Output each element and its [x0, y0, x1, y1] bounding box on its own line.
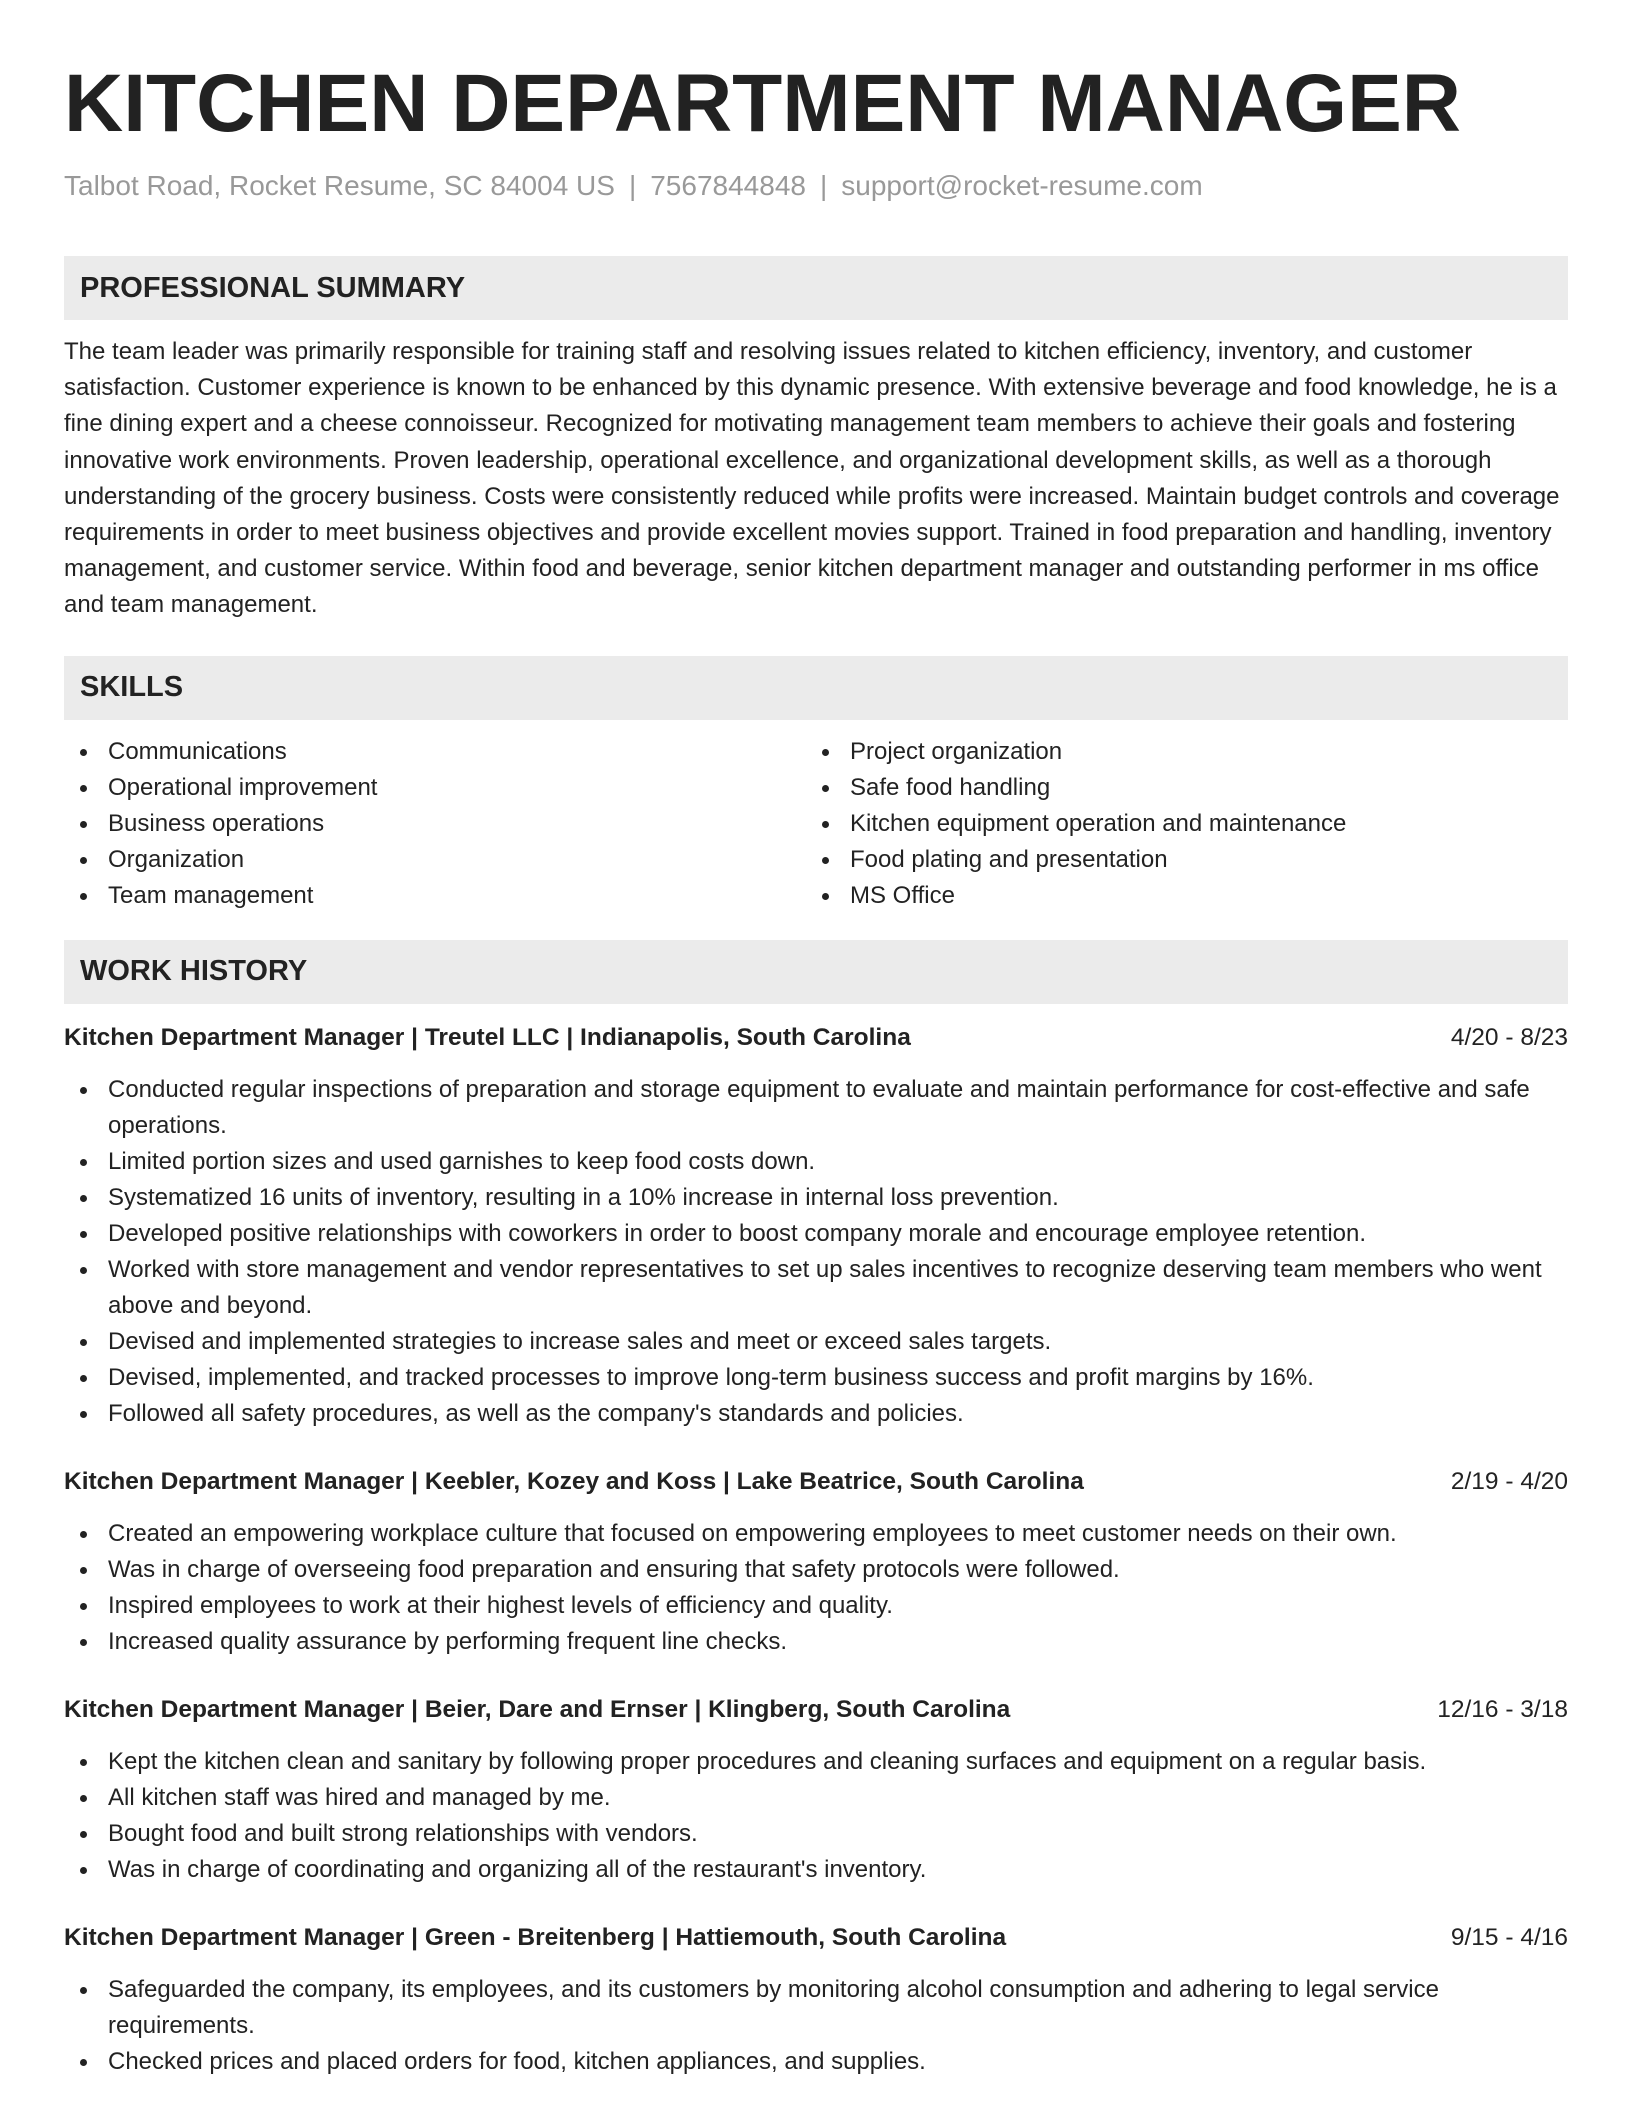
contact-email: support@rocket-resume.com	[841, 170, 1203, 201]
job-entry	[64, 1692, 1568, 1888]
job-dates: 9/15 - 4/16	[1450, 1923, 1568, 1951]
job-dates: 4/20 - 8/23	[1450, 1023, 1568, 1051]
skills-list	[64, 734, 1568, 914]
job-bullets	[64, 1516, 1568, 1660]
job-bullet: Followed all safety procedures, as well as the company's standards and policies.	[64, 1396, 1568, 1432]
job-title: Kitchen Department Manager | Green - Breitenberg | Hattiemouth, South Carolina	[64, 1923, 1007, 1951]
section-header-work-history: WORK HISTORY	[64, 940, 1568, 1004]
job-bullet: Devised and implemented strategies to increase sales and meet or exceed sales targets.	[64, 1324, 1568, 1360]
contact-address: Talbot Road, Rocket Resume, SC 84004 US	[64, 170, 615, 201]
job-bullet: Limited portion sizes and used garnishes to keep food costs down.	[64, 1144, 1568, 1180]
job-entry	[64, 1464, 1568, 1660]
job-bullet: Systematized 16 units of inventory, resulting in a 10% increase in internal loss prevention.	[64, 1180, 1568, 1216]
job-bullet: Safeguarded the company, its employees, and its customers by monitoring alcohol consumption and adhering to legal service requirements.	[64, 1972, 1568, 2044]
skill-item: Business operations	[64, 806, 806, 842]
job-bullet: All kitchen staff was hired and managed by me.	[64, 1780, 1568, 1816]
job-bullets	[64, 1744, 1568, 1888]
job-entry	[64, 1020, 1568, 1432]
section-header-summary: PROFESSIONAL SUMMARY	[64, 256, 1568, 320]
job-bullet: Devised, implemented, and tracked processes to improve long-term business success and profit margins by 16%.	[64, 1360, 1568, 1396]
skill-item: Safe food handling	[806, 770, 1548, 806]
job-bullet: Kept the kitchen clean and sanitary by following proper procedures and cleaning surfaces and equipment on a regular basis.	[64, 1744, 1568, 1780]
skills-column-right	[806, 734, 1548, 914]
job-bullet: Was in charge of coordinating and organizing all of the restaurant's inventory.	[64, 1852, 1568, 1888]
job-header	[64, 1920, 1568, 1956]
job-bullets	[64, 1972, 1568, 2080]
job-header	[64, 1020, 1568, 1056]
job-bullet: Created an empowering workplace culture that focused on empowering employees to meet customer needs on their own.	[64, 1516, 1568, 1552]
skill-item: MS Office	[806, 878, 1548, 914]
skill-item: Team management	[64, 878, 806, 914]
contact-separator: |	[819, 170, 828, 201]
skill-item: Communications	[64, 734, 806, 770]
job-bullets	[64, 1072, 1568, 1432]
skills-column-left	[64, 734, 806, 914]
job-bullet: Bought food and built strong relationships with vendors.	[64, 1816, 1568, 1852]
contact-phone: 7567844848	[650, 170, 806, 201]
resume-page	[64, 58, 1568, 2080]
job-dates: 12/16 - 3/18	[1437, 1695, 1568, 1723]
job-header	[64, 1692, 1568, 1728]
skill-item: Organization	[64, 842, 806, 878]
job-bullet: Inspired employees to work at their highest levels of efficiency and quality.	[64, 1588, 1568, 1624]
skill-item: Project organization	[806, 734, 1548, 770]
job-bullet: Was in charge of overseeing food preparation and ensuring that safety protocols were followed.	[64, 1552, 1568, 1588]
skill-item: Operational improvement	[64, 770, 806, 806]
contact-line	[64, 168, 1568, 204]
job-bullet: Developed positive relationships with coworkers in order to boost company morale and encourage employee retention.	[64, 1216, 1568, 1252]
job-title: Kitchen Department Manager | Treutel LLC | Indianapolis, South Carolina	[64, 1023, 911, 1051]
job-title: Kitchen Department Manager | Beier, Dare and Ernser | Klingberg, South Carolina	[64, 1695, 1011, 1723]
skill-item: Food plating and presentation	[806, 842, 1548, 878]
job-bullet: Checked prices and placed orders for food, kitchen appliances, and supplies.	[64, 2044, 1568, 2080]
job-bullet: Conducted regular inspections of preparation and storage equipment to evaluate and maintain performance for cost-effective and safe operations.	[64, 1072, 1568, 1144]
job-title: Kitchen Department Manager | Keebler, Kozey and Koss | Lake Beatrice, South Carolina	[64, 1467, 1084, 1495]
section-header-skills: SKILLS	[64, 656, 1568, 720]
job-entry	[64, 1920, 1568, 2080]
job-bullet: Worked with store management and vendor representatives to set up sales incentives to recognize deserving team members who went above and beyond.	[64, 1252, 1568, 1324]
job-bullet: Increased quality assurance by performing frequent line checks.	[64, 1624, 1568, 1660]
summary-text: The team leader was primarily responsible for training staff and resolving issues related to kitchen efficiency, inventory, and customer satisfaction. Customer experience is known to be enhanced by this dynamic presence. With extensive beverage and food knowledge, he is a fine dining expert and a cheese connoisseur. Recognized for motivating management team members to achieve their goals and fostering innovative work environments. Proven leadership, operational excellence, and organizational development skills, as well as a thorough understanding of the grocery business. Costs were consistently reduced while profits were increased. Maintain budget controls and coverage requirements in order to meet business objectives and provide excellent movies support. Trained in food preparation and handling, inventory management, and customer service. Within food and beverage, senior kitchen department manager and outstanding performer in ms office and team management.	[64, 338, 1560, 619]
resume-name: KITCHEN DEPARTMENT MANAGER	[64, 58, 1462, 149]
skill-item: Kitchen equipment operation and maintenance	[806, 806, 1548, 842]
job-header	[64, 1464, 1568, 1500]
job-dates: 2/19 - 4/20	[1450, 1467, 1568, 1495]
contact-separator: |	[628, 170, 637, 201]
